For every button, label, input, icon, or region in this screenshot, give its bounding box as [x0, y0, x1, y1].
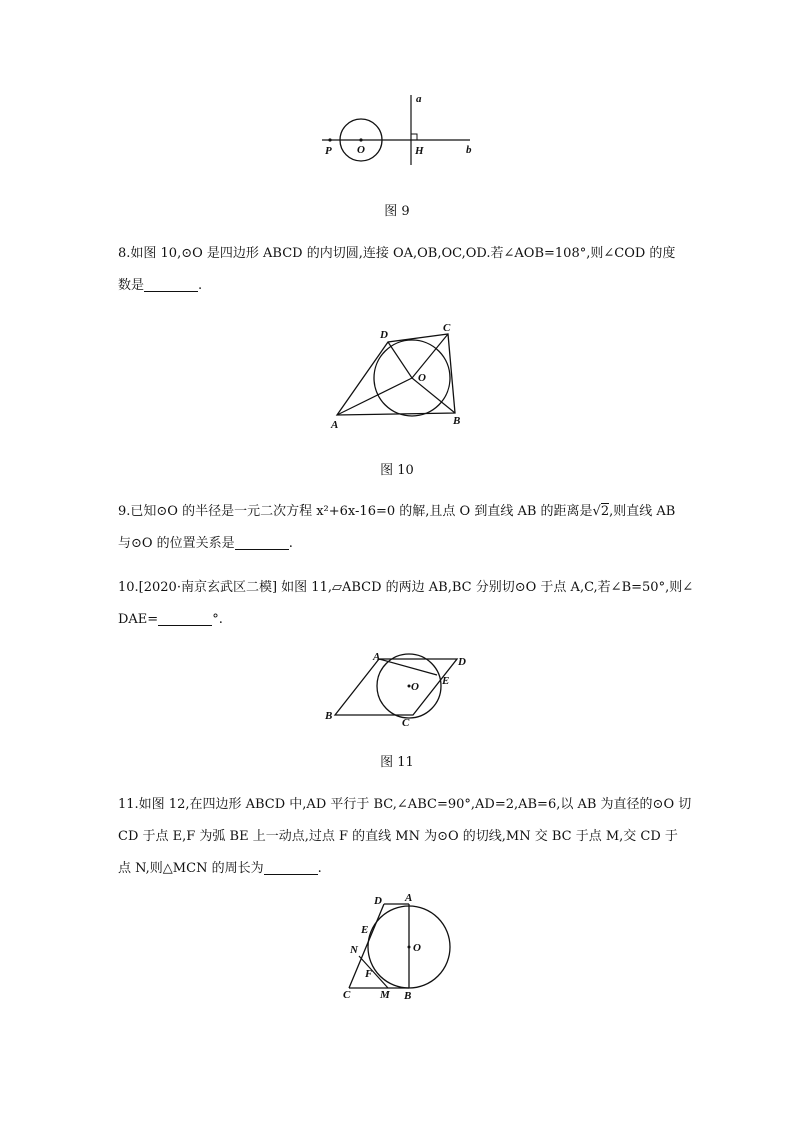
fig10-label-C: C — [443, 322, 451, 334]
fig12-label-O: O — [413, 942, 421, 954]
figure-11-diagram — [320, 648, 470, 732]
fig10-label-B: B — [453, 415, 461, 427]
fig11-label-A: A — [373, 651, 381, 663]
q11-answer-blank[interactable] — [264, 860, 318, 875]
fig10-label-O: O — [418, 372, 426, 384]
q9-line-2-suffix: . — [288, 536, 293, 551]
q11-line-3-suffix: . — [317, 861, 322, 876]
q11-line-3 — [118, 853, 680, 885]
figure-10-caption: 图 10 — [380, 463, 414, 478]
q9-line-1-prefix: 9.已知⊙O 的半径是一元二次方程 x²+6x-16=0 的解,且点 O 到直线 AB 的距离是 — [118, 504, 593, 519]
q10-answer-blank[interactable] — [158, 611, 212, 626]
figure-12-diagram — [335, 890, 460, 1002]
q11-line-2: CD 于点 E,F 为弧 BE 上一动点,过点 F 的直线 MN 为⊙O 的切线,MN 交 BC 于点 M,交 CD 于 — [118, 829, 678, 844]
fig9-label-O: O — [357, 144, 365, 156]
q10-line-2-suffix: °. — [212, 612, 223, 627]
fig11-label-B: B — [325, 710, 333, 722]
figure-9-diagram — [300, 85, 500, 165]
q11-line-3-prefix: 点 N,则△MCN 的周长为 — [118, 861, 264, 876]
question-11 — [118, 789, 692, 885]
question-8 — [118, 238, 680, 302]
q9-line-1-suffix: ,则直线 AB — [609, 504, 676, 519]
fig9-label-b: b — [466, 144, 472, 156]
fig12-label-N: N — [350, 944, 358, 956]
q8-answer-blank[interactable] — [144, 277, 198, 292]
fig12-label-C: C — [343, 989, 351, 1001]
fig9-label-P: P — [325, 145, 332, 157]
fig12-label-D: D — [374, 895, 382, 907]
fig10-label-D: D — [380, 329, 388, 341]
q9-line-1 — [118, 496, 680, 528]
fig11-label-D: D — [458, 656, 466, 668]
q8-line-2-prefix: 数是 — [118, 278, 145, 293]
fig12-label-B: B — [404, 990, 412, 1002]
fig9-label-a: a — [416, 93, 422, 105]
question-9 — [118, 496, 680, 560]
q8-line-2-suffix: . — [198, 278, 203, 293]
fig11-label-E: E — [442, 675, 450, 687]
fig12-label-F: F — [365, 968, 373, 980]
question-10 — [118, 572, 694, 636]
q10-line-1: 10.[2020·南京玄武区二模] 如图 11,▱ABCD 的两边 AB,BC 分别切⊙O 于点 A,C,若∠B=50°,则∠ — [118, 580, 694, 595]
fig10-label-A: A — [331, 419, 339, 431]
fig12-label-A: A — [405, 892, 413, 904]
sqrt-symbol: √ — [592, 504, 601, 519]
q10-line-2-prefix: DAE= — [118, 612, 159, 627]
q8-line-1: 8.如图 10,⊙O 是四边形 ABCD 的内切圆,连接 OA,OB,OC,OD.若∠AOB=108°,则∠COD 的度 — [118, 246, 676, 261]
figure-9-caption: 图 9 — [384, 204, 410, 219]
q11-line-1: 11.如图 12,在四边形 ABCD 中,AD 平行于 BC,∠ABC=90°,AD=2,AB=6,以 AB 为直径的⊙O 切 — [118, 797, 692, 812]
q10-line-2 — [118, 604, 680, 636]
fig11-label-O: O — [411, 681, 419, 693]
figure-11-caption: 图 11 — [380, 755, 414, 770]
fig12-label-M: M — [380, 989, 390, 1001]
q9-sqrt-value: 2 — [600, 504, 610, 519]
q8-line-2 — [118, 270, 680, 302]
fig9-label-H: H — [415, 145, 424, 157]
q9-line-2-prefix: 与⊙O 的位置关系是 — [118, 536, 235, 551]
q9-line-2 — [118, 528, 680, 560]
fig12-label-E: E — [361, 924, 369, 936]
fig11-label-C: C — [402, 717, 410, 729]
figure-10-diagram — [325, 315, 475, 435]
q9-answer-blank[interactable] — [235, 535, 289, 550]
